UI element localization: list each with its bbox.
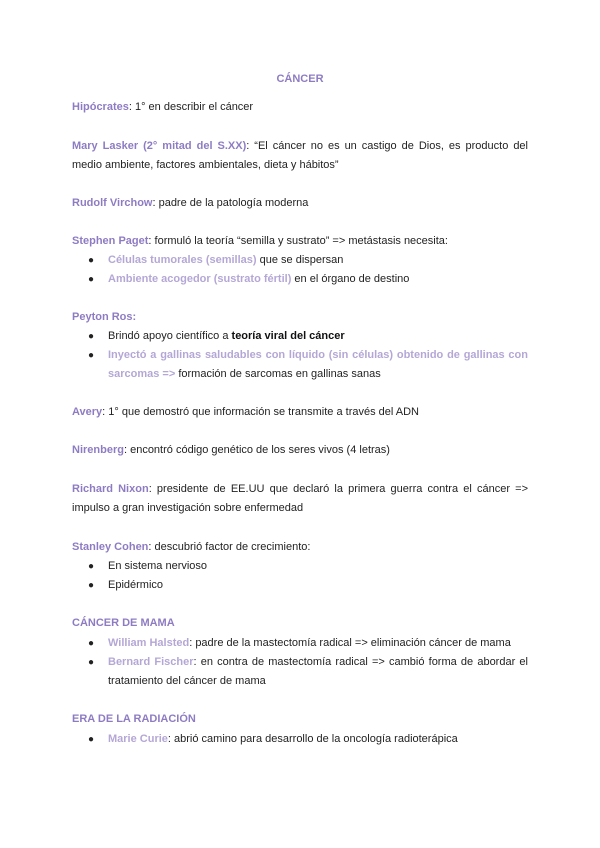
section-heading-radiacion: ERA DE LA RADIACIÓN <box>72 713 196 725</box>
bullet-icon: ● <box>88 580 95 591</box>
list-item <box>88 557 528 576</box>
bullet-icon: ● <box>88 255 95 266</box>
list-item <box>88 251 528 270</box>
entry-text: : presidente de EE.UU que declaró la primera guerra contra el cáncer => <box>148 483 528 495</box>
bullet-icon: ● <box>88 350 95 361</box>
entry-text: : “El cáncer no es un castigo de Dios, es producto del <box>246 140 528 152</box>
list-item <box>88 634 528 653</box>
entry-paget <box>72 232 528 251</box>
bullet-icon: ● <box>88 638 95 649</box>
entry-rous <box>72 308 528 327</box>
entry-lasker <box>72 137 528 156</box>
entry-cohen <box>72 538 528 557</box>
entry-nirenberg <box>72 441 528 460</box>
list-item-cont <box>108 365 528 384</box>
entry-avery <box>72 403 528 422</box>
list-item <box>88 346 528 365</box>
entry-name: Avery <box>72 406 103 418</box>
list-item <box>88 653 528 672</box>
list-item-text: Brindó apoyo científico a <box>108 330 232 342</box>
entry-nixon-cont <box>72 499 528 518</box>
list-item-highlight: sarcomas => <box>108 368 176 380</box>
list-item-cont <box>108 672 528 691</box>
entry-nixon <box>72 480 528 499</box>
bullet-icon: ● <box>88 331 95 342</box>
entry-colon: : <box>132 311 137 323</box>
list-item-highlight: Células tumorales (semillas) <box>108 254 257 266</box>
list-item-text: que se dispersan <box>256 254 344 266</box>
list-item-text: : padre de la mastectomía radical => eliminación cáncer de mama <box>189 637 511 649</box>
entry-text-cont: impulso a gran investigación sobre enfermedad <box>72 502 304 514</box>
list-item <box>88 576 528 595</box>
list-item-highlight: Inyectó a gallinas saludables con líquido (sin células) obtenido de gallinas con <box>108 349 528 361</box>
page-title: CÁNCER <box>276 73 324 85</box>
list-item <box>88 730 528 749</box>
entry-name: Nirenberg <box>72 444 124 456</box>
list-item-text: : en contra de mastectomía radical => cambió forma de abordar el <box>193 656 528 668</box>
list-item-highlight: Marie Curie <box>108 733 168 745</box>
list-item-bold: teoría viral del cáncer <box>231 330 345 342</box>
list-item <box>88 327 528 346</box>
bullet-icon: ● <box>88 274 95 285</box>
entry-name: Stanley Cohen <box>72 541 149 553</box>
entry-name: Stephen Paget <box>72 235 149 247</box>
entry-text: : descubrió factor de crecimiento: <box>148 541 311 553</box>
entry-text: : encontró código genético de los seres vivos (4 letras) <box>123 444 390 456</box>
entry-text: : formuló la teoría “semilla y sustrato” => metástasis necesita: <box>148 235 448 247</box>
bullet-icon: ● <box>88 561 95 572</box>
entry-name: Richard Nixon <box>72 483 149 495</box>
entry-text: : 1° que demostró que información se transmite a través del ADN <box>102 406 420 418</box>
entry-text-cont: medio ambiente, factores ambientales, dieta y hábitos” <box>72 159 339 171</box>
bullet-icon: ● <box>88 734 95 745</box>
bullet-icon: ● <box>88 657 95 668</box>
entry-hipocrates <box>72 98 528 117</box>
entry-name: Rudolf Virchow <box>72 197 153 209</box>
list-item-text: En sistema nervioso <box>108 560 208 572</box>
list-item-highlight: William Halsted <box>108 637 190 649</box>
list-item-highlight: Ambiente acogedor (sustrato fértil) <box>108 273 292 285</box>
entry-lasker-cont <box>72 156 528 175</box>
list-item <box>88 270 528 289</box>
list-item-text: en el órgano de destino <box>291 273 410 285</box>
entry-virchow <box>72 194 528 213</box>
list-item-text: : abrió camino para desarrollo de la oncología radioterápica <box>167 733 458 745</box>
entry-text: : padre de la patología moderna <box>152 197 309 209</box>
list-item-text: Epidérmico <box>108 579 164 591</box>
section-heading-mama: CÁNCER DE MAMA <box>72 617 175 629</box>
entry-text: : 1° en describir el cáncer <box>128 101 254 113</box>
list-item-text: formación de sarcomas en gallinas sanas <box>175 368 381 380</box>
entry-name: Peyton Ros <box>72 311 133 323</box>
entry-name: Mary Lasker (2° mitad del S.XX) <box>72 140 247 152</box>
entry-name: Hipócrates <box>72 101 129 113</box>
list-item-highlight: Bernard Fischer <box>108 656 194 668</box>
list-item-text: tratamiento del cáncer de mama <box>108 675 266 687</box>
